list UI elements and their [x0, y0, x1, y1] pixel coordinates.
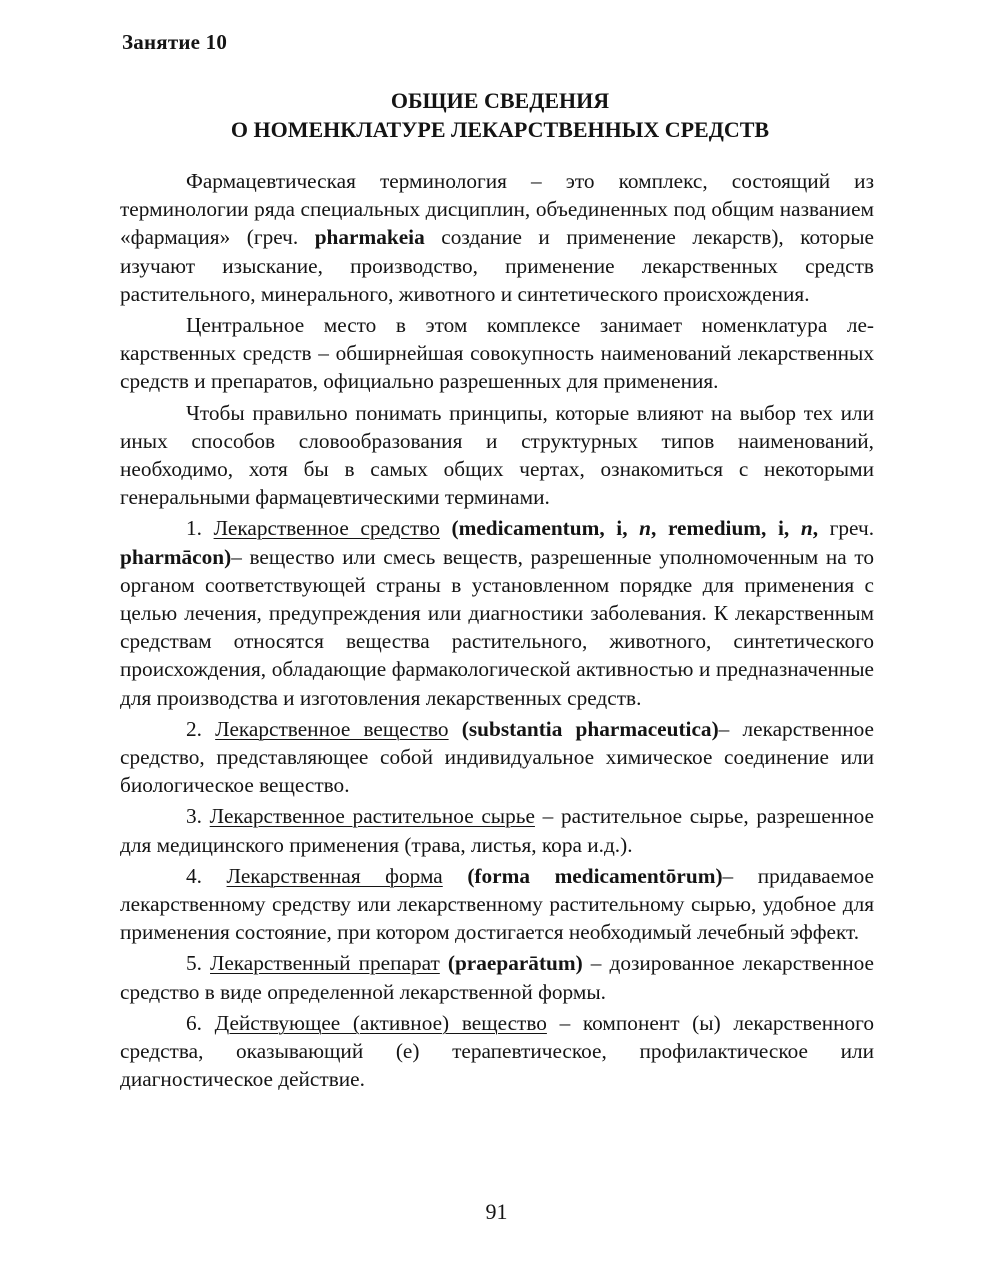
paragraph-intro-text-a: Фармацевтическая терминология – это комплекс, состоящий из терминологии ряда специальных дисциплин, объединенных под общим названием «фармация» (греч. — [120, 169, 874, 250]
paragraph-nomenclature: Центральное место в этом комплексе занимает номенклатура лекарственных средств – обширнейшая совокупность наименований лекарственных средств и препаратов, официально разрешенных для применения. — [120, 313, 874, 394]
definition-term: Лекарственное вещество — [215, 716, 449, 741]
definition-term: Лекарственная форма — [226, 863, 443, 888]
latin-term: , remedium, i, — [651, 516, 801, 541]
definition-number: 2. — [186, 716, 216, 741]
latin-term: (medicamentum, i, — [451, 516, 640, 541]
greek-term: pharmācon) — [120, 544, 232, 569]
latin-term: (praeparātum) — [447, 951, 583, 976]
gender-mark: n — [639, 516, 652, 541]
definition-term: Действующее (активное) вещество — [214, 1010, 547, 1035]
definition-text: – дозированное лекарственное средство в виде определенной лекарственной формы. — [120, 951, 875, 1004]
latin-term: (forma medicamentōrum) — [467, 863, 723, 888]
definition-text: – лекарственное средство, представляющее собой индивидуальное химическое соединение или биологическое вещество. — [120, 716, 874, 798]
definition-text: – придаваемое лекарственному средству или лекарственному растительному сырью, удобное для применения состояние, при котором достигается необходимый лечебный эффект. — [120, 863, 875, 945]
definition-term: Лекарственное растительное сырье — [209, 804, 535, 829]
definition-number: 3. — [186, 804, 210, 829]
definition-number: 5. — [186, 951, 211, 976]
definition-term: Лекарственное средство — [213, 516, 440, 541]
paragraph-intro-text-c: создание и применение лекарств), которые изучают изыскание, производство, применение лекарственных средств растительного, минерального, животного и синтетического происхождения. — [120, 225, 874, 306]
definition-item — [120, 949, 874, 1005]
definition-item — [120, 1009, 874, 1094]
definition-item — [120, 715, 874, 800]
paragraph-principles: Чтобы правильно понимать принципы, которые влияют на выбор тех или иных способов словообразования и структурных типов наименований, необходимо, хотя бы в самых общих чертах, ознакомиться с некоторыми генеральными фармацевтическими терминами. — [120, 400, 874, 510]
definition-number: 1. — [186, 516, 214, 541]
chapter-title-line-2: О НОМЕНКЛАТУРЕ ЛЕКАРСТВЕННЫХ СРЕДСТВ — [230, 117, 770, 142]
page-number: 91 — [485, 1199, 508, 1224]
latin-term: , — [812, 516, 819, 541]
definition-item — [120, 862, 874, 947]
greek-prefix: греч. — [818, 516, 875, 541]
definition-number: 6. — [186, 1010, 215, 1035]
chapter-title-line-1: ОБЩИЕ СВЕДЕНИЯ — [390, 88, 610, 113]
chapter-title — [120, 86, 880, 144]
lesson-label: Занятие 10 — [122, 30, 228, 54]
latin-term: (substantia pharmaceutica) — [461, 716, 719, 741]
definition-term: Лекарственный препарат — [210, 951, 440, 976]
definition-item — [120, 802, 874, 858]
gender-mark: n — [800, 516, 813, 541]
body-text — [120, 167, 874, 1097]
definition-text: – растительное сырье, разрешенное для медицинского применения (трава, листья, кора и.д.). — [120, 804, 875, 857]
paragraph-intro — [120, 167, 874, 308]
greek-term-pharmakeia: pharmakeia — [314, 225, 425, 250]
definition-text: – вещество или смесь веществ, разрешенные уполномоченным на то органом соответствующей страны в установленном порядке для применения с целью лечения, предупреждения или диагностики заболевания. К лекарственным средствам относятся вещества растительного, животного, синтетического происхождения, обладающие фармакологической активностью и предназначенные для производства и изготовления лекарственных средств. — [120, 544, 874, 710]
definition-text: – компонент (ы) лекарственного средства, оказывающий (е) терапевтическое, профилактическое или диагностическое действие. — [120, 1010, 874, 1092]
definition-item — [120, 514, 874, 711]
definition-number: 4. — [186, 863, 227, 888]
